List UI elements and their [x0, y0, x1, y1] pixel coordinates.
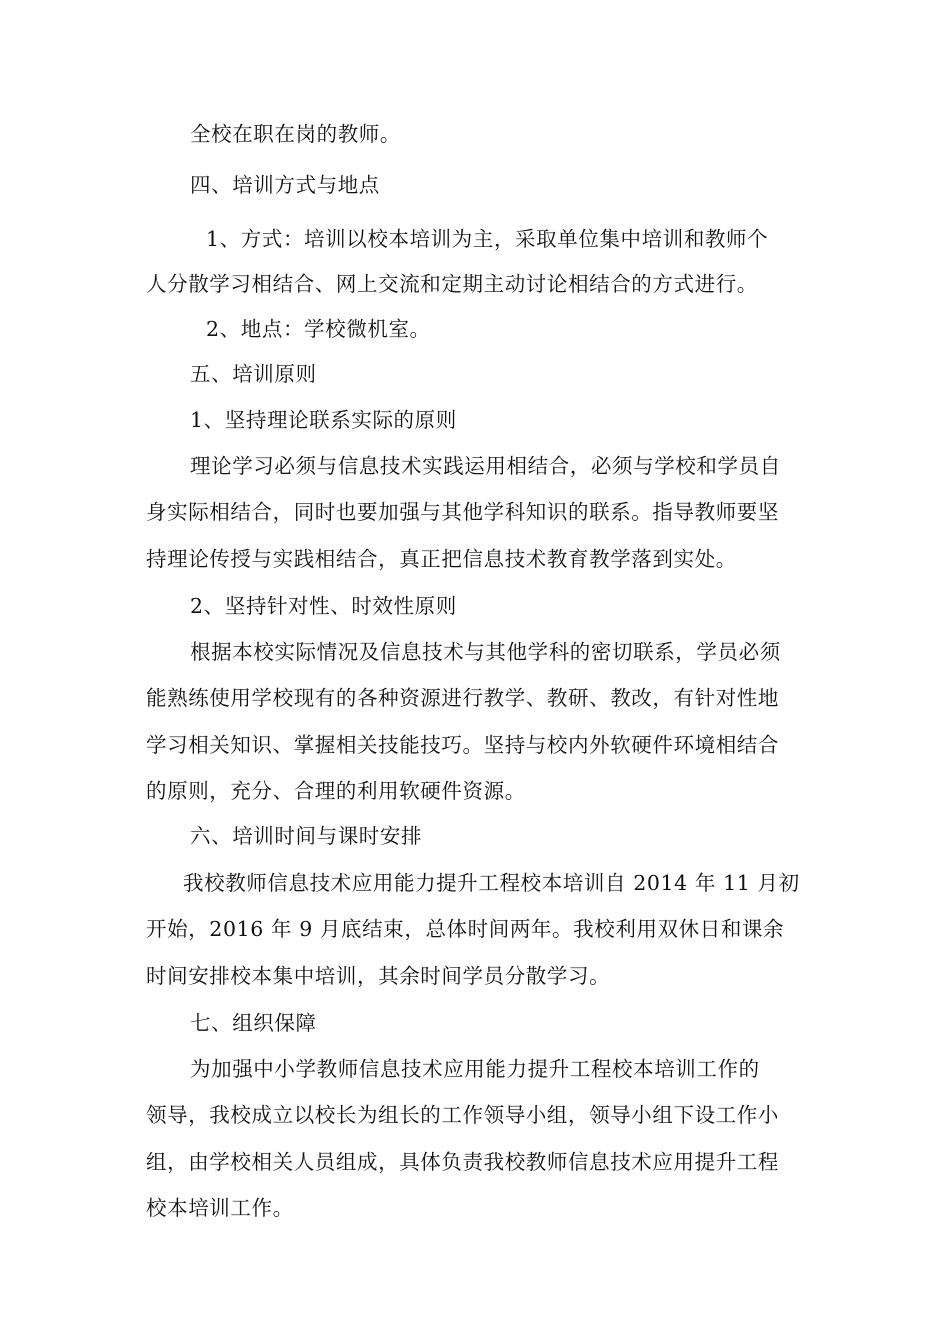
text-line: 根据本校实际情况及信息技术与其他学科的密切联系，学员必须: [190, 640, 781, 664]
text-line: 为加强中小学教师信息技术应用能力提升工程校本培训工作的: [190, 1057, 760, 1081]
text-line: 全校在职在岗的教师。: [190, 122, 401, 146]
section-heading: 六、培训时间与课时安排: [190, 824, 423, 848]
section-heading: 五、培训原则: [190, 362, 317, 386]
text-line: 开始，2016 年 9 月底结束，总体时间两年。我校利用双休日和课余: [146, 917, 785, 941]
text-line: 我校教师信息技术应用能力提升工程校本培训自 2014 年 11 月初: [183, 871, 800, 895]
text-line: 的原则，充分、合理的利用软硬件资源。: [146, 779, 526, 803]
section-heading: 四、培训方式与地点: [190, 173, 380, 197]
text-line: 理论学习必须与信息技术实践运用相结合，必须与学校和学员自: [190, 454, 781, 478]
section-heading: 七、组织保障: [190, 1011, 317, 1035]
text-line: 组，由学校相关人员组成，具体负责我校教师信息技术应用提升工程: [146, 1150, 779, 1174]
text-line: 领导，我校成立以校长为组长的工作领导小组，领导小组下设工作小: [146, 1103, 779, 1127]
text-line: 校本培训工作。: [146, 1196, 294, 1220]
text-line: 学习相关知识、掌握相关技能技巧。坚持与校内外软硬件环境相结合: [146, 733, 779, 757]
text-line: 持理论传授与实践相结合，真正把信息技术教育教学落到实处。: [146, 547, 737, 571]
subsection-heading: 1、坚持理论联系实际的原则: [190, 408, 457, 432]
text-line: 能熟练使用学校现有的各种资源进行教学、教研、教改，有针对性地: [146, 686, 779, 710]
subsection-heading: 2、坚持针对性、时效性原则: [190, 594, 457, 618]
text-line: 身实际相结合，同时也要加强与其他学科知识的联系。指导教师要坚: [146, 500, 779, 524]
text-line: 2、地点：学校微机室。: [206, 317, 431, 341]
text-line: 人分散学习相结合、网上交流和定期主动讨论相结合的方式进行。: [146, 272, 758, 296]
text-line: 时间安排校本集中培训，其余时间学员分散学习。: [146, 964, 611, 988]
text-line: 1、方式：培训以校本培训为主，采取单位集中培训和教师个: [206, 227, 769, 251]
